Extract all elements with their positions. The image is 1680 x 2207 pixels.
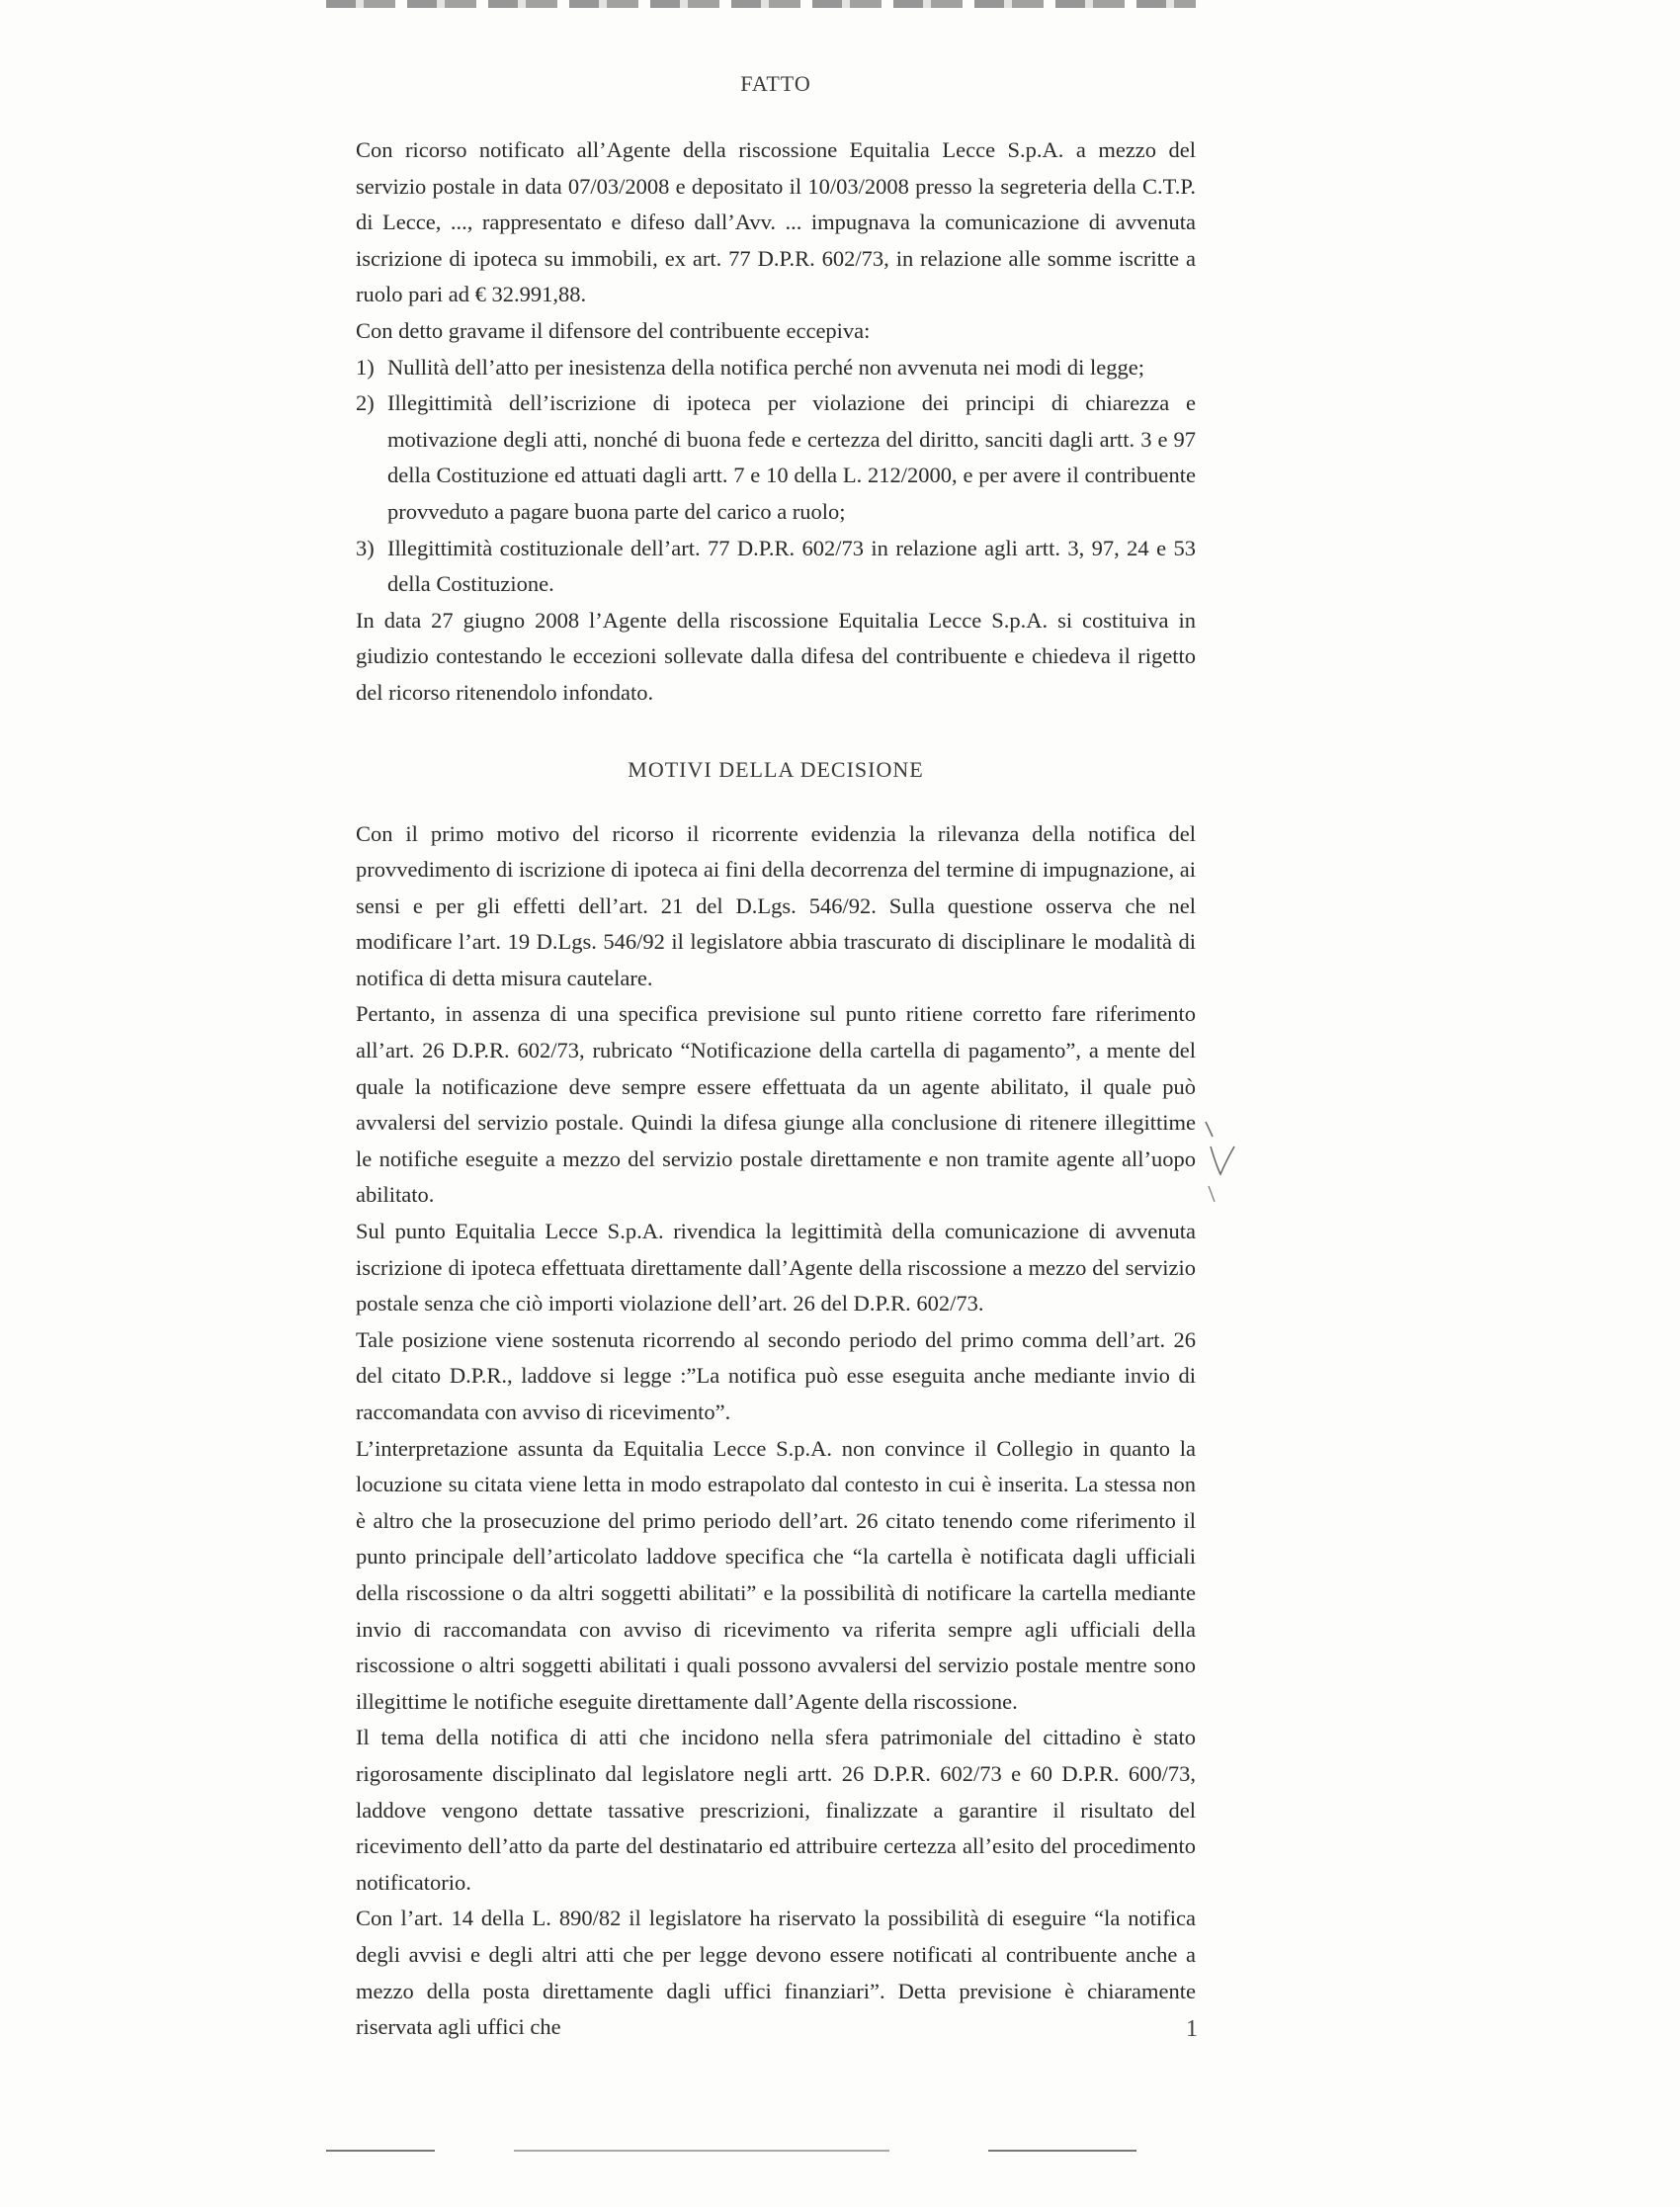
list-item-number: 3) bbox=[356, 535, 375, 560]
facts-paragraph-2: Con detto gravame il difensore del contribuente eccepiva: bbox=[356, 317, 871, 343]
list-item bbox=[356, 350, 1196, 386]
bottom-rule-middle bbox=[514, 2150, 889, 2152]
reasons-paragraph-5: L’interpretazione assunta da Equitalia Lecce S.p.A. non convince il Collegio in quanto la locuzione su citata viene letta in modo estrapolato dal contesto in cui è inserita. La stessa non è altro che la prosecuzione del primo periodo dell’art. 26 citato tenendo come riferimento il punto principale dell’articolato laddove specifica che “la cartella è notificata dagli ufficiali della riscossione o da altri soggetti abilitati” e la possibilità di notificare la cartella mediante invio di raccomandata con avviso di ricevimento va riferita sempre agli ufficiali della riscossione o altri soggetti abilitati i quali possono avvalersi del servizio postale mentre sono illegittime le notifiche eseguite direttamente dall’Agente della riscossione. bbox=[356, 1435, 1196, 1714]
list-item bbox=[356, 385, 1196, 530]
page-number: 1 bbox=[1186, 2016, 1198, 2042]
list-item-text: Illegittimità costituzionale dell’art. 77 D.P.R. 602/73 in relazione agli artt. 3, 97, 24 e 53 della Costituzione. bbox=[387, 535, 1196, 597]
reasons-paragraph-6: Il tema della notifica di atti che incidono nella sfera patrimoniale del cittadino è stato rigorosamente disciplinato dal legislatore negli artt. 26 D.P.R. 602/73 e 60 D.P.R. 600/73, laddove vengono dettate tassative prescrizioni, finalizzate a garantire il risultato del ricevimento dell’atto da parte del destinatario ed attribuire certezza all’esito del procedimento notificatorio. bbox=[356, 1725, 1196, 1895]
list-item-text: Illegittimità dell’iscrizione di ipoteca per violazione dei principi di chiarezza e motivazione degli atti, nonché di buona fede e certezza del diritto, sanciti dagli artt. 3 e 97 della Costituzione ed attuati dagli artt. 7 e 10 della L. 212/2000, e per avere il contribuente provveduto a pagare buona parte del carico a ruolo; bbox=[387, 390, 1196, 524]
list-item-text: Nullità dell’atto per inesistenza della notifica perché non avvenuta nei modi di legge; bbox=[387, 354, 1144, 380]
reasons-paragraph-1: Con il primo motivo del ricorso il ricorrente evidenzia la rilevanza della notifica del provvedimento di iscrizione di ipoteca ai fini della decorrenza del termine di impugnazione, ai sensi e per gli effetti dell’art. 21 del D.Lgs. 546/92. Sulla questione osserva che nel modificare l’art. 19 D.Lgs. 546/92 il legislatore abbia trascurato di disciplinare le modalità di notifica di detta misura cautelare. bbox=[356, 820, 1196, 990]
document-body bbox=[356, 59, 1196, 2046]
heading-reasons: MOTIVI DELLA DECISIONE bbox=[628, 756, 924, 782]
list-item bbox=[356, 531, 1196, 603]
facts-closing-paragraph: In data 27 giugno 2008 l’Agente della riscossione Equitalia Lecce S.p.A. si costituiva in giudizio contestando le eccezioni sollevate dalla difesa del contribuente e chiedeva il rigetto del ricorso ritenendolo infondato. bbox=[356, 607, 1196, 705]
reasons-paragraph-7: Con l’art. 14 della L. 890/82 il legislatore ha riservato la possibilità di eseguire “la notifica degli avvisi e degli altri atti che per legge devono essere notificati al contribuente anche a mezzo della posta direttamente dagli uffici finanziari”. Detta previsione è chiaramente riservata agli uffici che bbox=[356, 1906, 1196, 2040]
bottom-rule-left bbox=[326, 2150, 435, 2152]
handwritten-check-mark bbox=[1201, 1117, 1240, 1206]
heading-facts: FATTO bbox=[740, 71, 811, 96]
list-item-number: 2) bbox=[356, 390, 375, 416]
list-item-number: 1) bbox=[356, 354, 375, 380]
reasons-paragraph-3: Sul punto Equitalia Lecce S.p.A. rivendica la legittimità della comunicazione di avvenuta iscrizione di ipoteca effettuata direttamente dall’Agente della riscossione a mezzo del servizio postale senza che ciò importi violazione dell’art. 26 del D.P.R. 602/73. bbox=[356, 1219, 1196, 1316]
objections-list bbox=[356, 350, 1196, 603]
reasons-paragraph-2: Pertanto, in assenza di una specifica previsione sul punto ritiene corretto fare riferimento all’art. 26 D.P.R. 602/73, rubricato “Notificazione della cartella di pagamento”, a mente del quale la notificazione deve sempre essere effettuata da un agente abilitato, il quale può avvalersi del servizio postale. Quindi la difesa giunge alla conclusione di ritenere illegittime le notifiche eseguite a mezzo del servizio postale direttamente e non tramite agente all’uopo abilitato. bbox=[356, 1001, 1196, 1208]
facts-paragraph-1: Con ricorso notificato all’Agente della riscossione Equitalia Lecce S.p.A. a mezzo del servizio postale in data 07/03/2008 e depositato il 10/03/2008 presso la segreteria della C.T.P. di Lecce, ..., rappresentato e difeso dall’Avv. ... impugnava la comunicazione di avvenuta iscrizione di ipoteca su immobili, ex art. 77 D.P.R. 602/73, in relazione alle somme iscritte a ruolo pari ad € 32.991,88. bbox=[356, 137, 1196, 307]
bottom-rule-right bbox=[988, 2150, 1136, 2152]
reasons-paragraph-4: Tale posizione viene sostenuta ricorrendo al secondo periodo del primo comma dell’art. 26 del citato D.P.R., laddove si legge :”La notifica può esse eseguita anche mediante invio di raccomandata con avviso di ricevimento”. bbox=[356, 1326, 1196, 1424]
top-cut-text-line bbox=[326, 0, 1196, 8]
